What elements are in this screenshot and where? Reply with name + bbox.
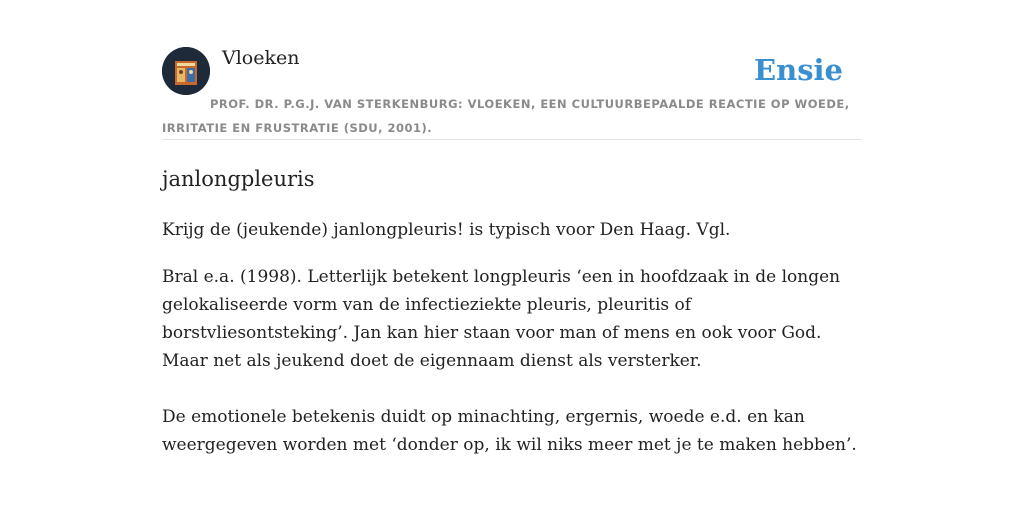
entry-paragraph-1: Krijg de (jeukende) janlongpleuris! is typisch voor Den Haag. Vgl. <box>162 220 731 240</box>
header-divider <box>162 139 862 140</box>
paragraph-gap <box>162 375 862 403</box>
entry-paragraph-3: De emotionele betekenis duidt op minachting, ergernis, woede e.d. en kan weergegeven worden met ‘donder op, ik wil niks meer met je te maken hebben’. <box>162 407 857 455</box>
entry-term: janlongpleuris <box>162 167 315 191</box>
source-citation: PROF. DR. P.G.J. VAN STERKENBURG: VLOEKEN, EEN CULTUURBEPAALDE REACTIE OP WOEDE, IRRITATIE EN FRUSTRATIE (SDU, 2001). <box>162 97 850 135</box>
entry-body <box>162 263 862 459</box>
collection-title[interactable]: Vloeken <box>222 47 300 69</box>
entry-paragraph-2: Bral e.a. (1998). Letterlijk betekent longpleuris ‘een in hoofdzaak in de longen gelokaliseerde vorm van de infectieziekte pleuris, pleuritis of borstvliesontsteking’. Jan kan hier staan voor man of mens en ook voor God. Maar net als jeukend doet de eigennaam dienst als versterker. <box>162 267 841 371</box>
brand-logo[interactable]: Ensie <box>754 53 843 87</box>
book-cover-image <box>162 47 210 95</box>
book-cover-avatar-icon[interactable] <box>162 47 210 95</box>
